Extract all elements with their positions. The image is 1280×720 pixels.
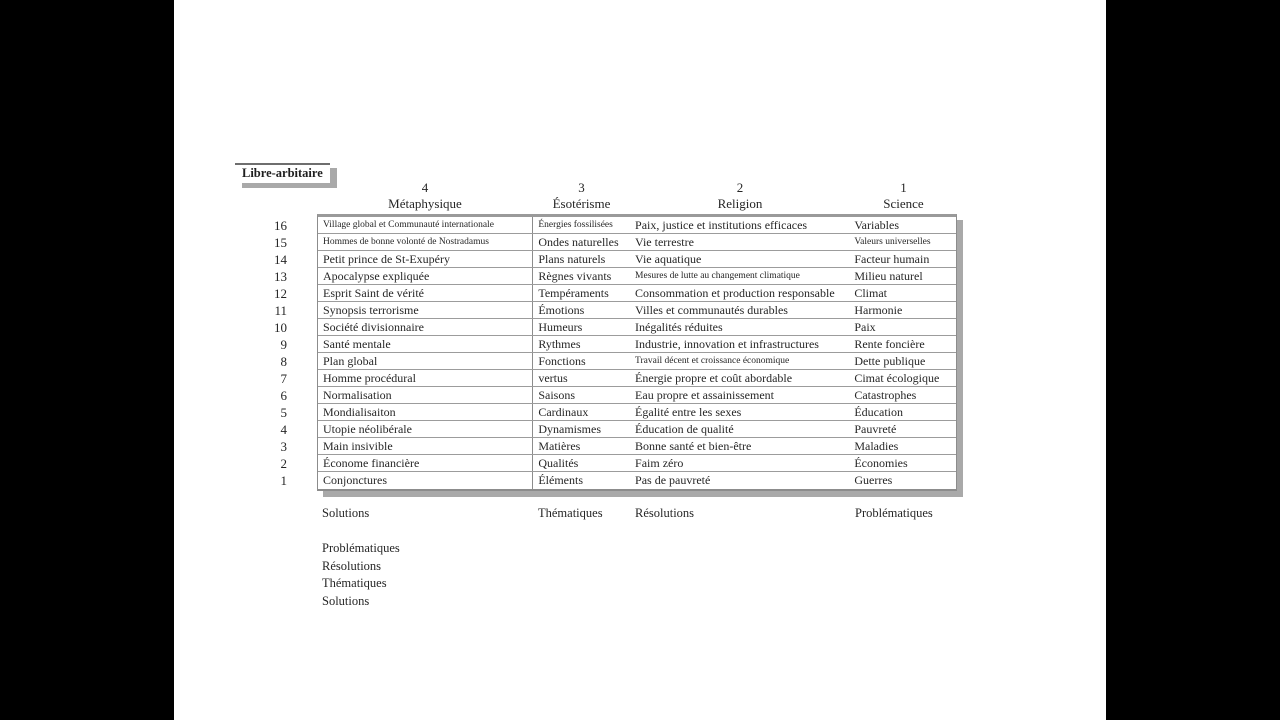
cell-metaphysique: Plan global <box>318 353 533 369</box>
cell-science: Maladies <box>854 438 899 453</box>
row-number: 15 <box>274 235 287 250</box>
cell-esoterisme: Saisons <box>538 387 576 402</box>
cell-metaphysique: Utopie néolibérale <box>318 421 533 437</box>
cell-religion: Paix, justice et institutions efficaces <box>635 217 808 232</box>
letterbox-left-bar <box>0 0 174 720</box>
cell-metaphysique: Petit prince de St-Exupéry <box>318 251 533 267</box>
cell-esoterisme: Rythmes <box>538 336 581 351</box>
table-row <box>318 251 956 268</box>
table-column-headers <box>317 180 957 212</box>
table-row <box>318 472 956 489</box>
cell-metaphysique: Santé mentale <box>318 336 533 352</box>
cell-religion: Énergie propre et coût abordable <box>635 370 793 385</box>
cell-religion: Faim zéro <box>635 455 684 470</box>
cell-metaphysique: Hommes de bonne volonté de Nostradamus <box>318 234 533 250</box>
cell-religion: Mesures de lutte au changement climatique <box>635 270 800 281</box>
row-numbers-gutter <box>247 217 287 489</box>
row-number: 9 <box>280 337 287 352</box>
cell-religion: Industrie, innovation et infrastructures <box>635 336 819 351</box>
row-number: 5 <box>280 405 287 420</box>
header-names-row <box>317 196 957 212</box>
header-name-metaphysique: Métaphysique <box>388 196 462 211</box>
table-row <box>318 353 956 370</box>
cell-esoterisme: Dynamismes <box>538 421 601 436</box>
table-row <box>318 319 956 336</box>
cell-religion: Pas de pauvreté <box>635 473 711 487</box>
cell-religion: Villes et communautés durables <box>635 302 788 317</box>
cell-science: Rente foncière <box>854 336 925 351</box>
cell-religion: Égalité entre les sexes <box>635 404 742 419</box>
cell-esoterisme: Fonctions <box>538 353 586 368</box>
cell-metaphysique: Main insivible <box>318 438 533 454</box>
row-number: 8 <box>280 354 287 369</box>
row-number: 11 <box>274 303 287 318</box>
header-name-science: Science <box>883 196 924 211</box>
footer-list-item: Thématiques <box>322 576 387 590</box>
header-number-esoterisme: 3 <box>578 180 585 195</box>
header-name-esoterisme: Ésotérisme <box>552 196 611 211</box>
table-row <box>318 217 956 234</box>
cell-science: Facteur humain <box>854 251 930 266</box>
table-row <box>318 336 956 353</box>
table-row <box>318 438 956 455</box>
cell-metaphysique: Économe financière <box>318 455 533 471</box>
footer-list-item: Problématiques <box>322 541 400 555</box>
cell-metaphysique: Société divisionnaire <box>318 319 533 335</box>
cell-science: Économies <box>854 455 908 470</box>
row-number: 1 <box>280 473 287 488</box>
cell-esoterisme: Émotions <box>538 302 585 317</box>
cell-metaphysique: Synopsis terrorisme <box>318 302 533 318</box>
cell-metaphysique: Mondialisaiton <box>318 404 533 420</box>
cell-esoterisme: Tempéraments <box>538 285 609 300</box>
letterbox-right-bar <box>1106 0 1280 720</box>
cell-science: Harmonie <box>854 302 903 317</box>
cell-religion: Vie aquatique <box>635 251 702 266</box>
footer-column-labels <box>317 506 957 521</box>
footer-label-problematiques: Problématiques <box>855 506 933 520</box>
table-row <box>318 268 956 285</box>
footer-list-item: Solutions <box>322 593 370 608</box>
cell-esoterisme: Énergies fossilisées <box>538 219 613 230</box>
cell-esoterisme: Matières <box>538 438 581 453</box>
cell-religion: Consommation et production responsable <box>635 285 835 300</box>
cell-religion: Inégalités réduites <box>635 319 723 334</box>
row-number: 14 <box>274 252 287 267</box>
row-number: 4 <box>280 422 287 437</box>
cell-science: Variables <box>854 217 899 232</box>
footer-label-thematiques: Thématiques <box>538 506 603 520</box>
row-number: 7 <box>280 371 287 386</box>
table-row <box>318 421 956 438</box>
table-row <box>318 370 956 387</box>
footer-list-item: Résolutions <box>322 558 382 573</box>
cell-science: Éducation <box>854 404 903 419</box>
table-row <box>318 404 956 421</box>
cell-science: Milieu naturel <box>854 268 923 283</box>
cell-metaphysique: Conjonctures <box>318 472 533 489</box>
cell-esoterisme: Humeurs <box>538 319 583 334</box>
cell-science: Catastrophes <box>854 387 917 402</box>
header-numbers-row <box>317 180 957 196</box>
row-number: 2 <box>280 456 287 471</box>
cell-science: Dette publique <box>854 353 926 368</box>
row-number: 12 <box>274 286 287 301</box>
cell-esoterisme: Plans naturels <box>538 251 606 266</box>
cell-esoterisme: Qualités <box>538 455 579 470</box>
cell-science: Paix <box>854 319 876 334</box>
table-row <box>318 302 956 319</box>
table-row <box>318 455 956 472</box>
cell-metaphysique: Homme procédural <box>318 370 533 386</box>
row-number: 6 <box>280 388 287 403</box>
cell-metaphysique: Village global et Communauté internationale <box>318 217 533 233</box>
row-number: 10 <box>274 320 287 335</box>
cell-esoterisme: Règnes vivants <box>538 268 612 283</box>
cell-science: Cimat écologique <box>854 370 940 385</box>
cell-religion: Eau propre et assainissement <box>635 387 774 402</box>
cell-esoterisme: vertus <box>538 370 568 385</box>
cell-religion: Vie terrestre <box>635 234 694 249</box>
row-number: 16 <box>274 218 287 233</box>
cell-metaphysique: Normalisation <box>318 387 533 403</box>
header-name-religion: Religion <box>717 196 763 211</box>
footer-label-solutions: Solutions <box>322 506 370 520</box>
cell-metaphysique: Esprit Saint de vérité <box>318 285 533 301</box>
table-row <box>318 387 956 404</box>
cell-science: Pauvreté <box>854 421 897 436</box>
header-number-metaphysique: 4 <box>421 180 429 195</box>
footer-list <box>322 540 400 610</box>
libre-arbitaire-label: Libre-arbitaire <box>235 163 330 183</box>
cell-science: Climat <box>854 285 888 300</box>
document-canvas <box>174 0 1106 720</box>
cell-religion: Éducation de qualité <box>635 421 734 436</box>
row-number: 13 <box>274 269 287 284</box>
header-number-science: 1 <box>900 180 907 195</box>
cell-esoterisme: Éléments <box>538 473 583 487</box>
table-row <box>318 285 956 302</box>
header-number-religion: 2 <box>736 180 744 195</box>
cell-religion: Travail décent et croissance économique <box>635 355 790 366</box>
cell-esoterisme: Ondes naturelles <box>538 234 619 249</box>
main-table <box>317 214 957 491</box>
row-number: 3 <box>280 439 287 454</box>
cell-religion: Bonne santé et bien-être <box>635 438 752 453</box>
cell-metaphysique: Apocalypse expliquée <box>318 268 533 284</box>
table-row <box>318 234 956 251</box>
cell-science: Guerres <box>854 473 893 487</box>
cell-science: Valeurs universelles <box>854 236 931 247</box>
cell-esoterisme: Cardinaux <box>538 404 589 419</box>
footer-label-resolutions: Résolutions <box>635 506 695 520</box>
